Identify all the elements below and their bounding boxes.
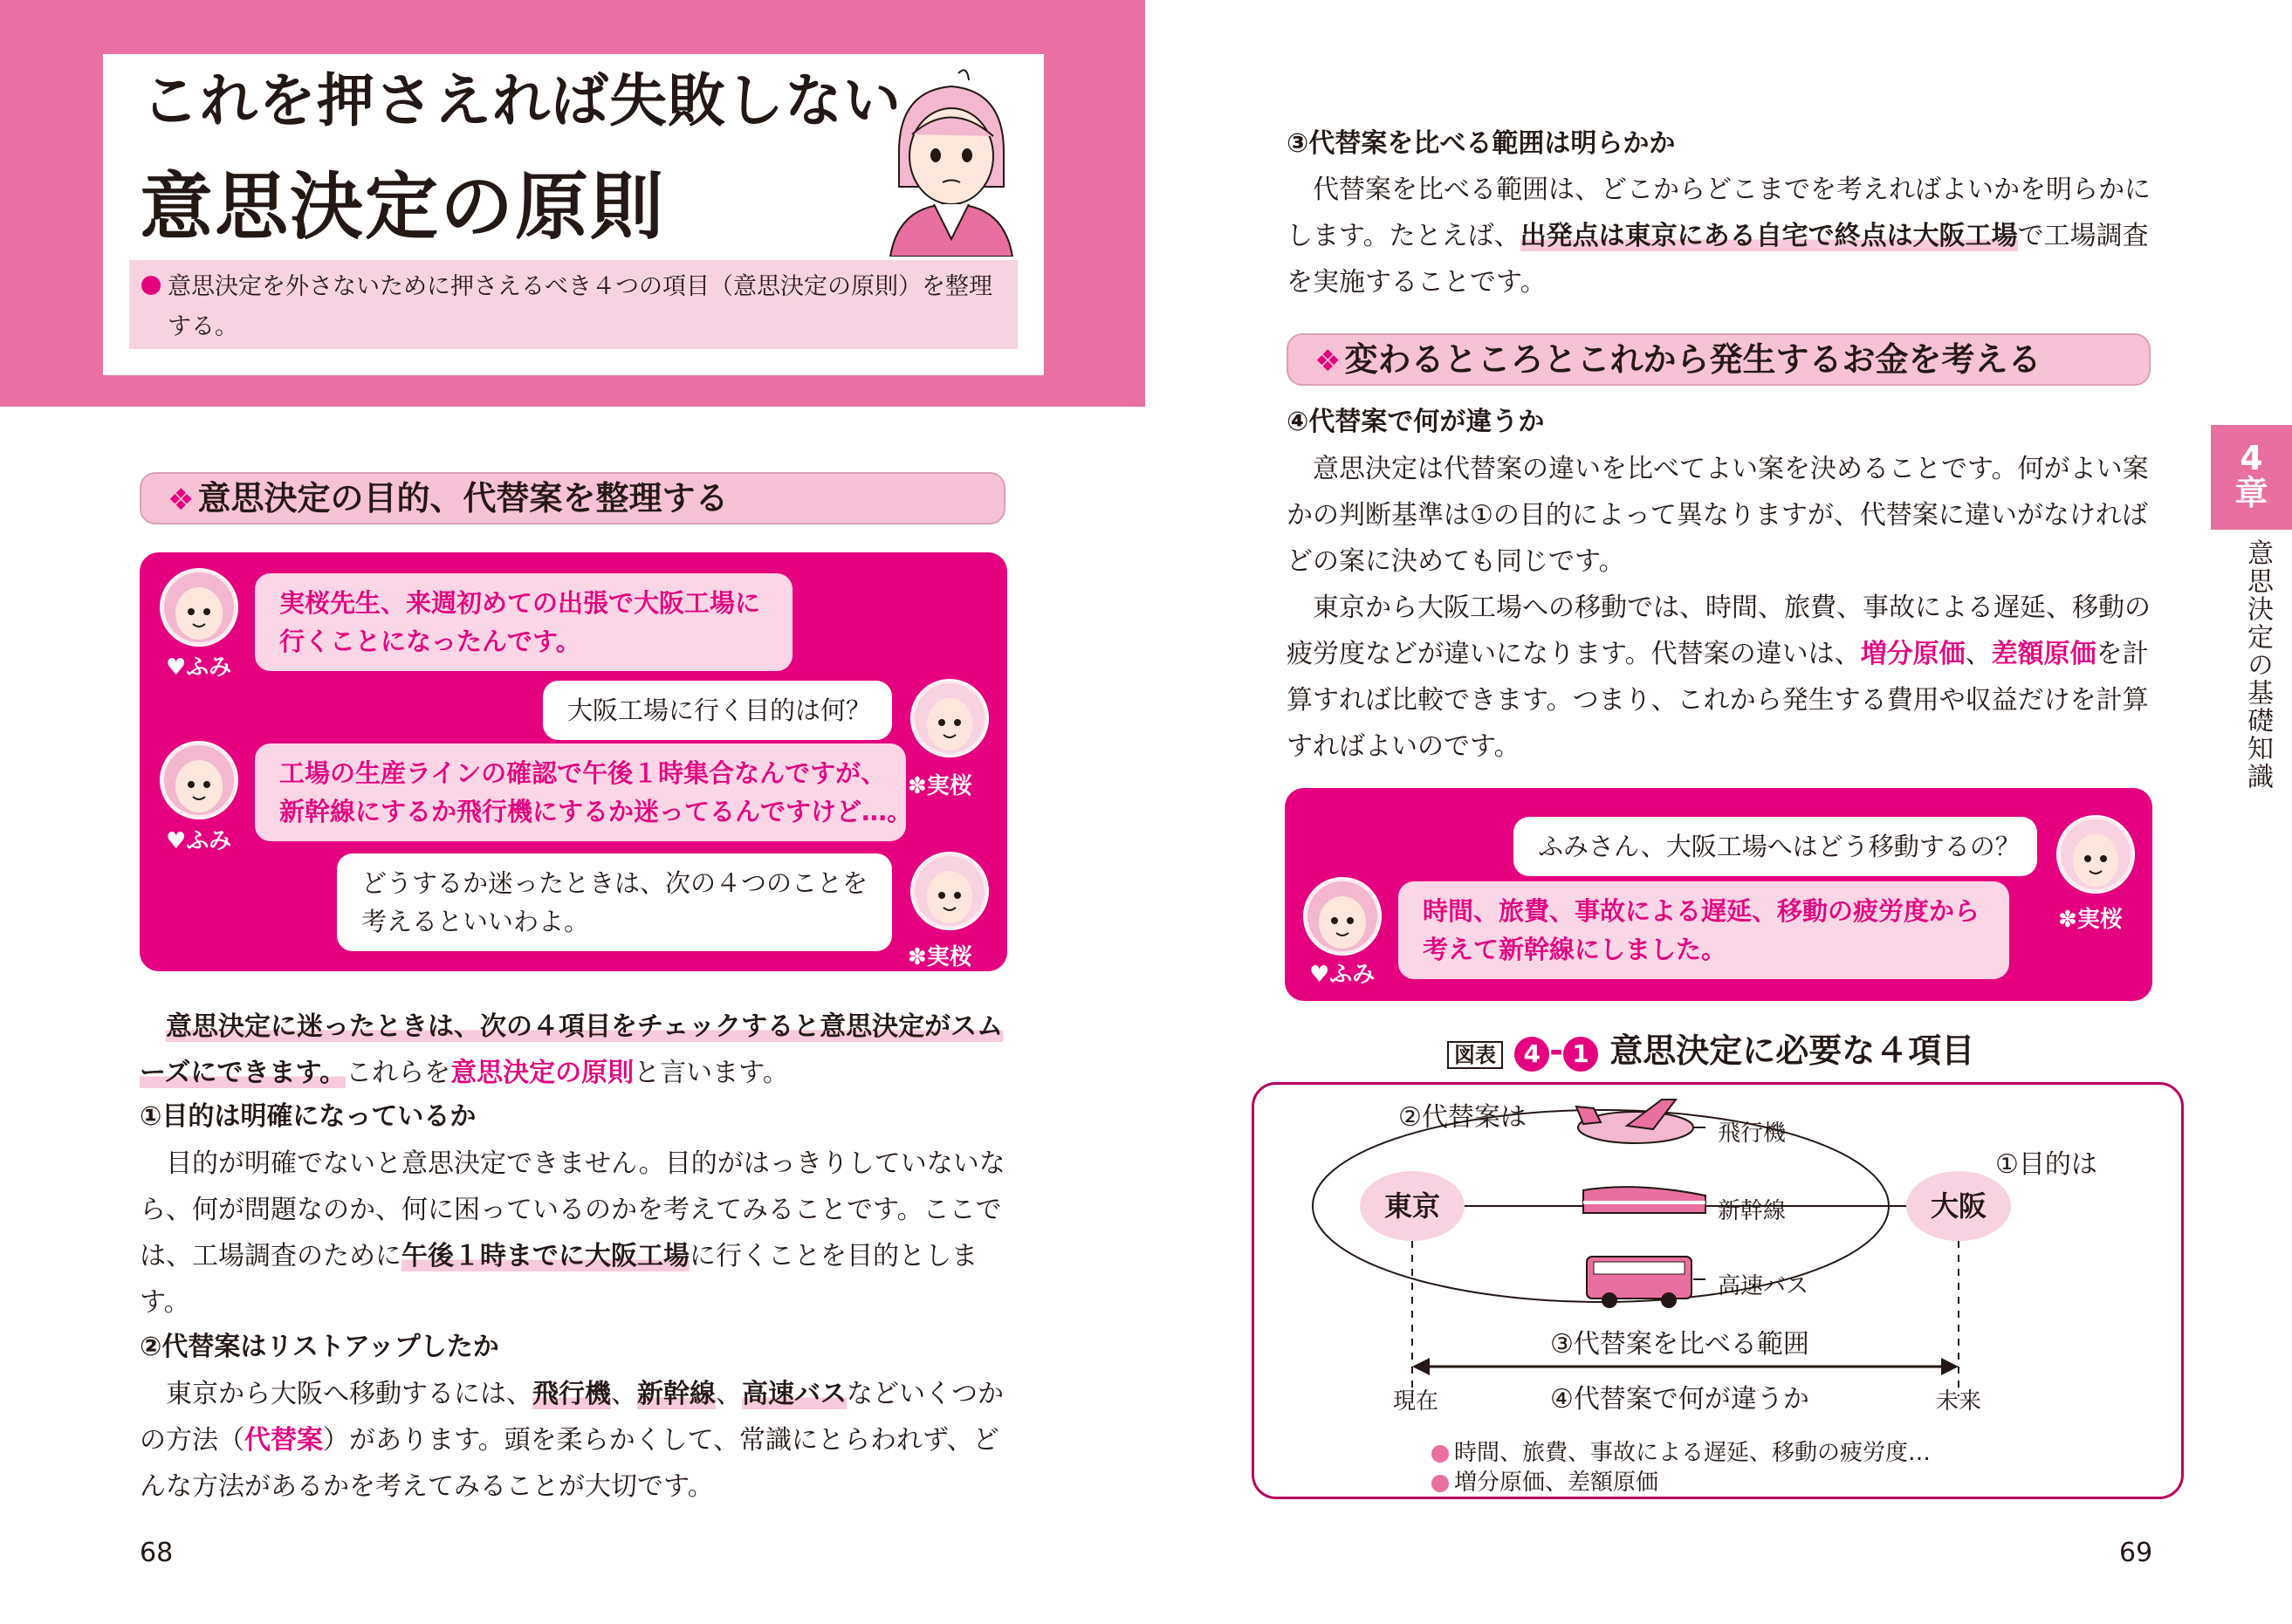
page-number: 68 <box>140 1538 174 1568</box>
page-number: 69 <box>2119 1538 2153 1568</box>
paragraph: 目的が明確でないと意思決定できません。目的がはっきりしていないなら、何が問題なのか、何に困っているのかを考えてみることです。ここでは、工場調査のために午後１時までに大阪工場に行くことを目的とします。 <box>140 1148 1005 1318</box>
bullet-icon <box>1431 1445 1449 1463</box>
speaker-label: ✽実桜 <box>908 773 972 799</box>
chapter-tab: 4 章 <box>2211 425 2292 530</box>
paragraph: 意思決定に迷ったときは、次の４項目をチェックすると意思決定がスムーズにできます。これらを意思決定の原則と言います。 <box>140 1011 1004 1088</box>
alternatives-label: ②代替案は <box>1398 1102 1527 1133</box>
page-title: 意思決定の原則 <box>140 164 666 250</box>
fumi-avatar <box>160 741 238 819</box>
figure-title: 図表 4 - 1 意思決定に必要な４項目 <box>1447 1024 1974 1072</box>
now-label: 現在 <box>1393 1388 1439 1415</box>
paragraph: 東京から大阪へ移動するには、飛行機、新幹線、高速バスなどいくつかの方法（代替案）があります。頭を柔らかくして、常識にとらわれず、どんな方法があるかを考えてみることが大切です。 <box>140 1379 1004 1502</box>
miou-avatar <box>2056 815 2135 894</box>
paragraph: 東京から大阪工場への移動では、時間、旅費、事故による遅延、移動の疲労度などが違いになります。代替案の違いは、増分原価、差額原価を計算すれば比較できます。つまり、これから発生する費用や収益だけを計算すればよいのです。 <box>1287 593 2151 762</box>
range-label: ③代替案を比べる範囲 <box>1550 1329 1809 1360</box>
option-airplane: 飛行機 <box>1718 1120 1787 1147</box>
speech-bubble: 工場の生産ラインの確認で午後１時集合なんですが、 新幹線にするか飛行機にするか迷ってるんですけど…。 <box>255 743 906 841</box>
purpose-label: ①目的は <box>1995 1149 2097 1180</box>
legend-item: 時間、旅費、事故による遅延、移動の疲労度… <box>1431 1435 1931 1467</box>
chapter-title: 意思決定の基礎知識 <box>2242 539 2273 791</box>
bullet-icon <box>1431 1475 1449 1492</box>
option-shinkansen: 新幹線 <box>1718 1198 1787 1224</box>
airplane-icon <box>1576 1100 1693 1143</box>
speaker-label: ♥ふみ <box>166 828 232 854</box>
speaker-label: ♥ふみ <box>166 654 232 681</box>
fumi-avatar <box>1303 877 1382 956</box>
subheading: ③代替案を比べる範囲は明らかか <box>1287 128 1676 159</box>
diamond-icon: ❖ <box>168 483 195 517</box>
shinkansen-icon <box>1583 1187 1705 1213</box>
page-subtitle: これを押さえれば失敗しない <box>141 67 902 134</box>
future-label: 未来 <box>1936 1388 1982 1415</box>
fumi-avatar <box>160 568 238 647</box>
tokyo-node: 東京 <box>1360 1171 1465 1241</box>
speech-bubble: どうするか迷ったときは、次の４つのことを 考えるといいわよ。 <box>337 853 892 951</box>
speaker-label: ♥ふみ <box>1309 962 1376 988</box>
option-bus: 高速バス <box>1718 1273 1809 1299</box>
speaker-label: ✽実桜 <box>2058 907 2123 933</box>
speech-bubble: 大阪工場に行く目的は何？ <box>543 681 892 740</box>
speech-bubble: 実桜先生、来週初めての出張で大阪工場に 行くことになったんです。 <box>255 573 793 671</box>
section-heading: ❖ 変わるところとこれから発生するお金を考える <box>1287 333 2151 386</box>
difference-label: ④代替案で何が違うか <box>1550 1384 1809 1415</box>
speech-bubble: ふみさん、大阪工場へはどう移動するの？ <box>1513 817 2037 876</box>
speech-bubble: 時間、旅費、事故による遅延、移動の疲労度から 考えて新幹線にしました。 <box>1398 881 2009 979</box>
subheading: ①目的は明確になっているか <box>140 1101 477 1132</box>
miou-avatar <box>910 679 989 757</box>
bullet-icon <box>141 276 161 295</box>
paragraph: 意思決定は代替案の違いを比べてよい案を決めることです。何がよい案かの判断基準は①の目的によって異なりますが、代替案に違いがなければどの案に決めても同じです。 <box>1287 454 2149 577</box>
subheading: ②代替案はリストアップしたか <box>140 1332 499 1362</box>
lead-text: 意思決定を外さないために押さえるべき４つの項目（意思決定の原則）を整理する。 <box>168 273 992 340</box>
section-heading: ❖ 意思決定の目的、代替案を整理する <box>140 472 1005 524</box>
paragraph: 代替案を比べる範囲は、どこからどこまでを考えればよいかを明らかにします。たとえば、出発点は東京にある自宅で終点は大阪工場で工場調査を実施することです。 <box>1287 175 2151 298</box>
speaker-label: ✽実桜 <box>908 944 972 970</box>
worried-woman-illustration <box>864 65 1039 257</box>
diamond-icon: ❖ <box>1314 344 1342 379</box>
legend-item: 増分原価、差額原価 <box>1431 1464 1658 1497</box>
osaka-node: 大阪 <box>1906 1171 2011 1241</box>
miou-avatar <box>910 852 989 930</box>
subheading: ④代替案で何が違うか <box>1287 407 1545 437</box>
